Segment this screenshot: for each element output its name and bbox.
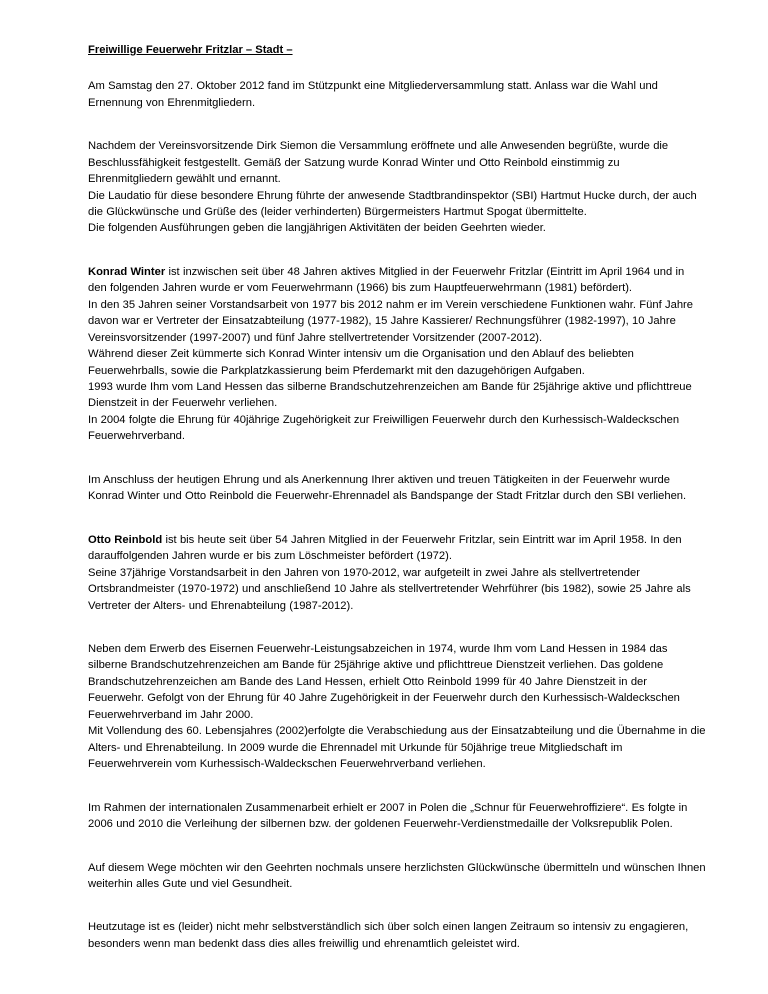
paragraph-text: Mit Vollendung des 60. Lebensjahres (2002)erfolgte die Verabschiedung aus der Einsatzabteilung und die Übernahme in die Alters- und Ehrenabteilung. In 2009 wurde die Ehrennadel mit Urkunde für 50jährige treue Mitgliedschaft im Feuerwehrverein vom Kurhessisch-Waldeckschen Feuerwehrverband verliehen. [88,725,706,771]
paragraph-text: ist inzwischen seit über 48 Jahren aktives Mitglied in der Feuerwehr Fritzlar (Eintritt im April 1964 und in den folgenden Jahren wurde er vom Feuerwehrmann (1966) bis zum Hauptfeuerwehrmann (1981) befördert). [88,265,685,295]
paragraph-text: In 2004 folgte die Ehrung für 40jährige Zugehörigkeit zur Freiwilligen Feuerwehr durch den Kurhessisch-Waldeckschen Feuerwehrverband. [88,413,680,443]
paragraph-winter-5 [88,412,706,445]
person-name-otto-reinbold: Otto Reinbold [88,533,163,546]
paragraph-reinbold-3 [88,641,706,723]
paragraph-reinbold-4 [88,723,706,772]
paragraph-reinbold-1 [88,532,706,565]
paragraph-text: Die Laudatio für diese besondere Ehrung führte der anwesende Stadtbrandinspektor (SBI) Hartmut Hucke durch, der auch die Glückwünsche und Grüße des (leider verhinderten) Bürgermeisters Hartmut Spogat übermittelte. [88,189,697,218]
paragraph-spacer [88,251,706,264]
paragraph-text: Die folgenden Ausführungen geben die langjährigen Aktivitäten der beiden Geehrten wieder. [88,222,546,235]
paragraph-spacer [88,906,706,919]
paragraph-text: Seine 37jährige Vorstandsarbeit in den Jahren von 1970-2012, war aufgeteilt in zwei Jahre als stellvertretender Ortsbrandmeister (1970-1972) und anschließend 10 Jahre als stellvertretender Wehrführer (bis 1982), sowie 25 Jahre als Vertreter der Alters- und Ehrenabteilung (1987-2012). [88,566,691,612]
paragraph-opening [88,138,706,187]
paragraph-text: Nachdem der Vereinsvorsitzende Dirk Siemon die Versammlung eröffnete und alle Anwesenden begrüßte, wurde die Beschlussfähigkeit festgestellt. Gemäß der Satzung wurde Konrad Winter und Otto Reinbold einstimmig zu Ehrenmitgliedern gewählt und ernannt. [88,140,669,186]
page-title: Freiwillige Feuerwehr Fritzlar – Stadt – [88,44,293,56]
paragraph-ehrennadel [88,472,706,505]
paragraph-text: Auf diesem Wege möchten wir den Geehrten nochmals unsere herzlichsten Glückwünsche übermitteln und wünschen Ihnen weiterhin alles Gute und viel Gesundheit. [88,861,706,890]
paragraph-winter-2 [88,297,706,346]
paragraph-text: ist bis heute seit über 54 Jahren Mitglied in der Feuerwehr Fritzlar, sein Eintritt war im April 1958. In den darauffolgenden Jahren wurde er bis zum Löschmeister befördert (1972). [88,533,682,563]
paragraph-spacer [88,628,706,641]
paragraph-spacer [88,519,706,532]
paragraph-text: In den 35 Jahren seiner Vorstandsarbeit von 1977 bis 2012 nahm er im Verein verschiedene Funktionen wahr. Fünf Jahre davon war er Vertreter der Einsatzabteilung (1977-1982), 15 Jahre Kassierer/ Rechnungsführer (1982-1997), 10 Jahre Vereinsvorsitzender (1997-2007) und fünf Jahre stellvertretender Vorsitzender (2007-2012). [88,298,693,344]
paragraph-glueckwunsch [88,860,706,893]
paragraph-text: 1993 wurde Ihm vom Land Hessen das silberne Brandschutzehrenzeichen am Bande für 25jährige aktive und pflichttreue Dienstzeit in der Feuerwehr verliehen. [88,381,692,410]
paragraph-spacer [88,787,706,800]
paragraph-text: Im Rahmen der internationalen Zusammenarbeit erhielt er 2007 in Polen die „Schnur für Feuerwehroffiziere“. Es folgte in 2006 und 2010 die Verleihung der silbernen bzw. der goldenen Feuerwehr-Verdienstmedaille der Volksrepublik Polen. [88,801,688,831]
paragraph-ausfuehrungen [88,220,706,236]
paragraph-text: Im Anschluss der heutigen Ehrung und als Anerkennung Ihrer aktiven und treuen Tätigkeiten in der Feuerwehr wurde Konrad Winter und Otto Reinbold die Feuerwehr-Ehrennadel als Bandspange der Stadt Fritzlar durch den SBI verliehen. [88,473,687,503]
paragraph-winter-1 [88,264,706,297]
paragraph-spacer [88,847,706,860]
paragraph-intro [88,78,706,111]
paragraph-laudatio [88,188,706,221]
paragraph-spacer [88,459,706,472]
paragraph-winter-4 [88,379,706,412]
paragraph-spacer [88,125,706,138]
paragraph-text: Am Samstag den 27. Oktober 2012 fand im Stützpunkt eine Mitgliederversammlung statt. Anlass war die Wahl und Ernennung von Ehrenmitgliedern. [88,80,658,109]
paragraph-international [88,800,706,833]
paragraph-text: Neben dem Erwerb des Eisernen Feuerwehr-Leistungsabzeichen in 1974, wurde Ihm vom Land Hessen in 1984 das silberne Brandschutzehrenzeichen am Bande für 25jährige aktive und pflichttreue Dienstzeit verliehen. Das goldene Brandschutzehrenzeichen am Bande des Land Hessen, erhielt Otto Reinbold 1999 für 40 Jahre Dienstzeit in der Feuerwehr. Gefolgt von der Ehrung für 40 Jahre Zugehörigkeit in der Feuerwehr durch den Kurhessisch-Waldeckschen Feuerwehrverband im Jahr 2000. [88,643,680,721]
paragraph-schluss [88,919,706,952]
paragraph-winter-3 [88,346,706,379]
person-name-konrad-winter: Konrad Winter [88,265,166,278]
paragraph-reinbold-2 [88,565,706,614]
paragraph-text: Heutzutage ist es (leider) nicht mehr selbstverständlich sich über solch einen langen Zeitraum so intensiv zu engagieren, besonders wenn man bedenkt dass dies alles freiwillig und ehrenamtlich geleistet wird. [88,921,689,950]
paragraph-text: Während dieser Zeit kümmerte sich Konrad Winter intensiv um die Organisation und den Ablauf des beliebten Feuerwehrballs, sowie die Parkplatzkassierung beim Pferdemarkt mit den dazugehörigen Aufgaben. [88,348,634,377]
